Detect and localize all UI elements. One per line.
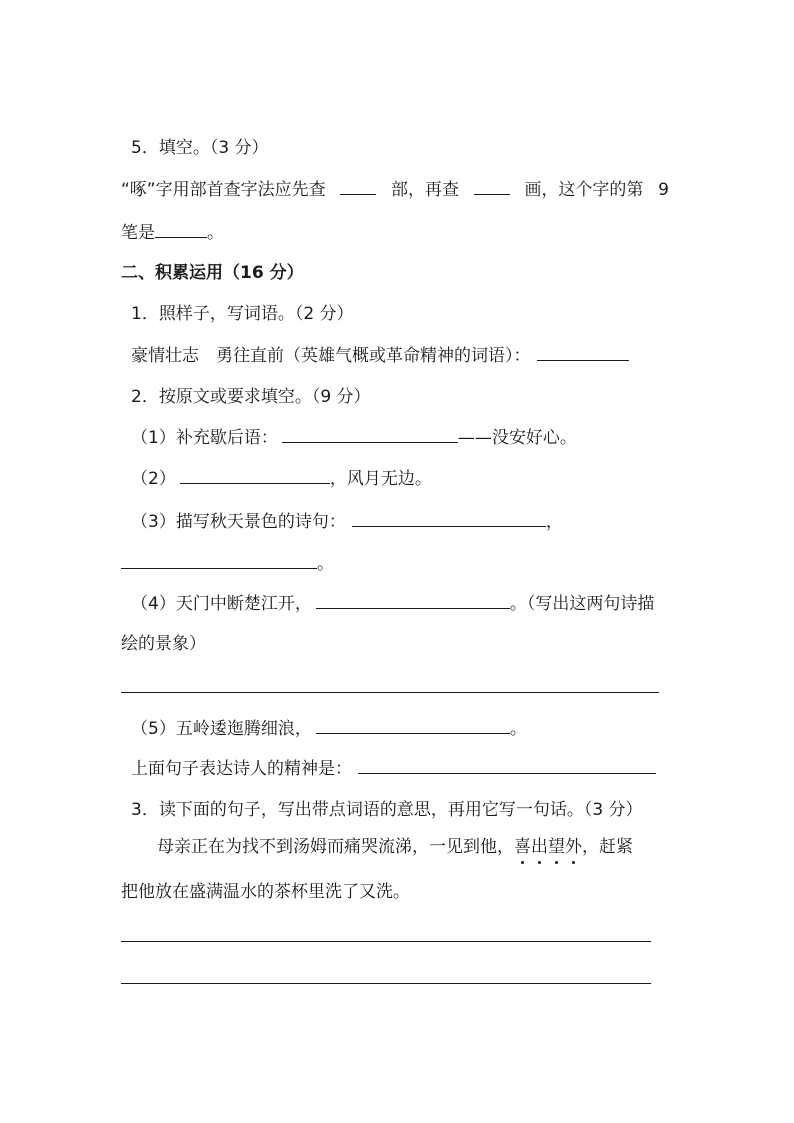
- q2-p3-end: 。: [317, 554, 334, 574]
- q5-title: 5．填空。（3 分）: [131, 138, 269, 158]
- q2-p1-rest: ——没安好心。: [457, 428, 577, 448]
- q5-line2-a: 笔是: [121, 223, 155, 243]
- q2-p4-cont: 绘的景象）: [121, 634, 206, 654]
- q3-answer-line-1[interactable]: [121, 941, 651, 942]
- q3-sentence-a: 母亲正在为找不到汤姆而痛哭流涕，一见到他，: [157, 837, 514, 857]
- q5-line2-b: 。: [207, 223, 224, 243]
- q2-part4: [131, 592, 686, 616]
- q3-answer-line-2[interactable]: [121, 983, 651, 984]
- q2-p2-blank[interactable]: [180, 467, 330, 484]
- q2-p5-blank[interactable]: [316, 717, 510, 734]
- q1-example: [131, 344, 686, 368]
- q2-p5-spirit-label: 上面句子表达诗人的精神是：: [131, 759, 352, 779]
- q2-part5: [131, 717, 686, 741]
- q2-p4-blank[interactable]: [316, 592, 510, 609]
- q2-title: 2．按原文或要求填空。（9 分）: [131, 387, 371, 407]
- q2-p3-blank1[interactable]: [352, 510, 546, 527]
- q1-example-text: 豪情壮志 勇往直前（英雄气概或革命精神的词语）：: [131, 346, 531, 366]
- q2-p2-label: （2）: [131, 469, 176, 489]
- q2-p3-comma: ，: [545, 512, 563, 532]
- q2-p4-answer-line[interactable]: [121, 692, 659, 693]
- q2-p5-spirit-blank[interactable]: [358, 757, 656, 774]
- q2-part3-cont: [121, 552, 676, 576]
- q2-p5-rest: 。: [509, 719, 527, 739]
- dotted-char: 喜: [514, 837, 531, 857]
- q2-part1: [131, 426, 686, 450]
- q5-blank-radical[interactable]: [340, 178, 376, 195]
- q5-line1: [121, 178, 669, 202]
- q2-p4-rest: 。（写出这两句诗描: [509, 594, 655, 614]
- q2-p1-blank[interactable]: [282, 426, 458, 443]
- q2-p3-label: （3）描写秋天景色的诗句：: [131, 512, 346, 532]
- q5-text-d: 9: [658, 180, 669, 200]
- q1-title: 1．照样子，写词语。（2 分）: [131, 304, 354, 324]
- section-heading: 二、积累运用（16 分）: [121, 263, 304, 283]
- q2-p4-label: （4）天门中断楚江开，: [131, 594, 312, 614]
- q3-sentence: [157, 835, 712, 859]
- q2-part3: [131, 510, 686, 534]
- q5-text-a: “啄”字用部首查字法应先查: [121, 180, 326, 200]
- q2-part5-spirit: [131, 757, 686, 781]
- q5-text-b: 部，再查: [391, 180, 460, 200]
- q2-p1-label: （1）补充歇后语：: [131, 428, 278, 448]
- q2-p3-blank2[interactable]: [121, 552, 317, 569]
- q2-p2-rest: ，风月无边。: [329, 469, 432, 489]
- q3-sentence-cont: 把他放在盛满温水的茶杯里洗了又洗。: [121, 882, 410, 902]
- q3-sentence-b: ，赶紧: [582, 837, 633, 857]
- q2-part2: [131, 467, 686, 491]
- q5-blank-stroke9[interactable]: [155, 221, 207, 238]
- dotted-char: 出: [531, 837, 548, 857]
- q3-title: 3．读下面的句子，写出带点词语的意思，再用它写一句话。（3 分）: [131, 800, 643, 820]
- q5-line2: [121, 221, 676, 245]
- q2-p5-label: （5）五岭逶迤腾细浪，: [131, 719, 312, 739]
- q1-blank[interactable]: [537, 344, 629, 361]
- q5-blank-strokes[interactable]: [474, 178, 510, 195]
- dotted-char: 望: [548, 837, 565, 857]
- q5-text-c: 画，这个字的第: [524, 180, 644, 200]
- dotted-char: 外: [565, 837, 582, 857]
